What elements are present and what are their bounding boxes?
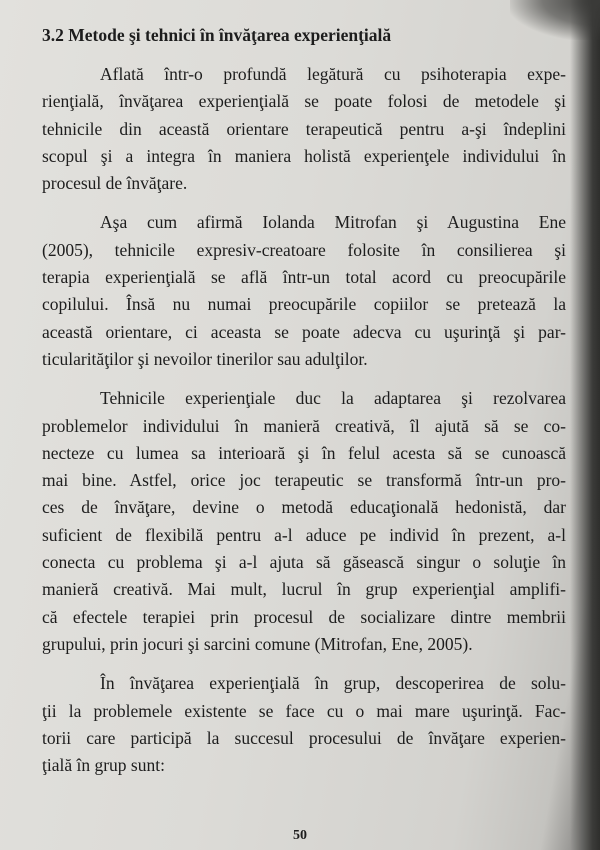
text-line: manieră creativă. Mai mult, lucrul în grup experienţial amplifi- [42, 579, 566, 600]
text-line: ţială în grup sunt: [42, 755, 165, 776]
text-line: ticularităţilor şi nevoilor tinerilor sau adulţilor. [42, 348, 368, 369]
text-line: rienţială, învăţarea experienţială se poate folosi de metodele şi [42, 91, 566, 112]
text-line: Aşa cum afirmă Iolanda Mitrofan şi Augustina Ene [100, 212, 566, 233]
text-line: În învăţarea experienţială în grup, descoperirea de solu- [100, 673, 566, 694]
text-line: suficient de flexibilă pentru a-l aduce pe individ în prezent, a-l [42, 524, 566, 545]
text-line: tehnicile din această orientare terapeutică pentru a-şi îndeplini [42, 118, 566, 139]
paragraph-2 [42, 209, 566, 373]
text-line: terapia experienţială se află într-un total acord cu preocupările [42, 267, 566, 288]
text-line: această orientare, ci aceasta se poate adecva cu uşurinţă şi par- [42, 321, 566, 342]
paragraph-4 [42, 670, 566, 779]
page-binding-shadow [570, 0, 600, 850]
text-line: necteze cu lumea sa interioară şi în felul acesta să se cunoască [42, 442, 566, 463]
text-line: procesul de învăţare. [42, 173, 188, 194]
text-line: copilului. Însă nu numai preocupările copiilor se pretează la [42, 294, 566, 315]
text-line: grupului, prin jocuri şi sarcini comune (Mitrofan, Ene, 2005). [42, 633, 473, 654]
text-line: că efectele terapiei prin procesul de socializare dintre membrii [42, 606, 566, 627]
section-heading: 3.2 Metode şi tehnici în învăţarea experienţială [42, 25, 392, 45]
text-line: Aflată într-o profundă legătură cu psihoterapia expe- [100, 64, 566, 84]
paragraph-3 [42, 385, 566, 658]
paragraph-1 [42, 61, 566, 197]
text-line: conecta cu problema şi a-l ajuta să găsească singur o soluţie în [42, 552, 566, 573]
text-line: scopul şi a integra în maniera holistă experienţele individului în [42, 145, 566, 166]
text-line: ţii la problemele existente se face cu o mai mare uşurinţă. Fac- [42, 700, 566, 721]
page-body [42, 22, 566, 791]
text-line: torii care participă la succesul procesului de învăţare experien- [42, 727, 566, 748]
text-line: (2005), tehnicile expresiv-creatoare folosite în consilierea şi [42, 239, 566, 260]
text-line: ces de învăţare, devine o metodă educaţională hedonistă, dar [42, 497, 566, 518]
text-line: mai bine. Astfel, orice joc terapeutic se transformă într-un pro- [42, 470, 566, 491]
page-number: 50 [293, 828, 307, 843]
text-line: Tehnicile experienţiale duc la adaptarea şi rezolvarea [100, 388, 566, 409]
text-line: problemelor individului în manieră creativă, îl ajută să se co- [42, 415, 566, 436]
